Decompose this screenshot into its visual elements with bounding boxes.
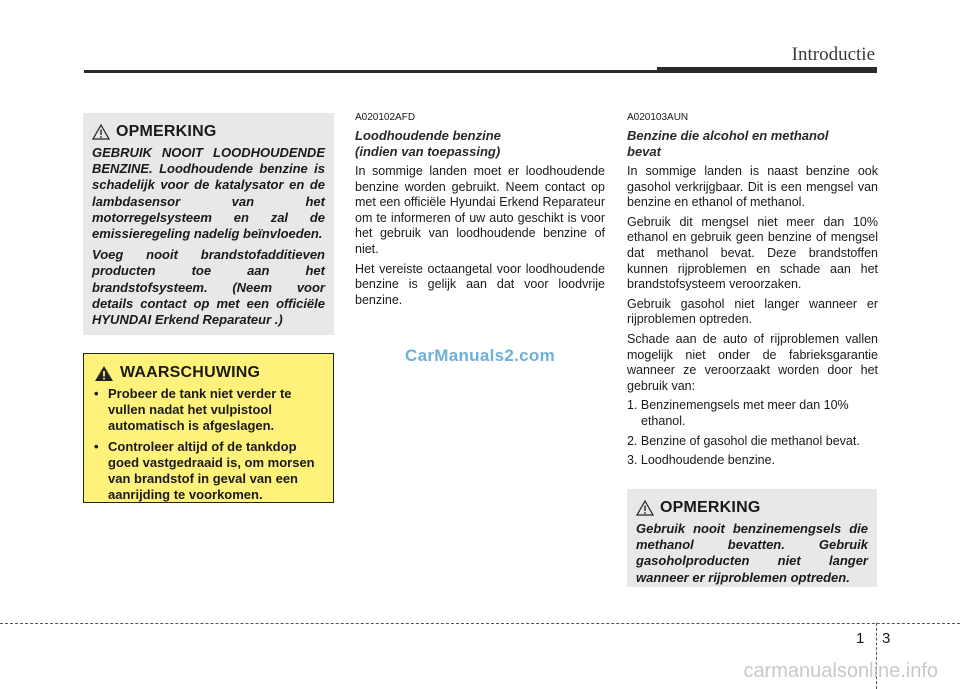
watermark-text: CarManuals2.com	[405, 346, 555, 365]
page-header-title: Introductie	[791, 44, 875, 65]
section-heading	[627, 128, 878, 160]
warning-item: • Controleer altijd of de tankdop goed vastgedraaid is, om morsen van brandstof in geval van een aanrijding te voorkomen.	[94, 439, 323, 504]
body-paragraph: Gebruik dit mengsel niet meer dan 10% ethanol en gebruik geen benzine of mengsel dat methanol bevat. Deze brandstoffen kunnen rijproblemen en schade aan het brandstofsysteem veroorzaken.	[627, 214, 878, 292]
caution-outline-icon	[636, 500, 654, 516]
note-box-header	[636, 499, 868, 517]
section-heading-line1: Benzine die alcohol en methanol	[627, 128, 829, 143]
page-number: 3	[882, 630, 891, 647]
right-column	[627, 112, 878, 473]
warning-filled-icon	[94, 365, 114, 382]
header-rule-accent	[657, 67, 877, 72]
note-box-left	[83, 113, 334, 335]
footer-site-watermark: carmanualsonline.info	[743, 660, 938, 682]
warning-box-title: WAARSCHUWING	[120, 364, 261, 381]
list-item: 3. Loodhoudende benzine.	[627, 453, 776, 468]
note-box-right	[627, 489, 877, 587]
footer-rule	[0, 623, 960, 624]
list-item: 1. Benzinemengsels met meer dan 10% ethanol.	[627, 398, 849, 428]
warning-box	[83, 353, 334, 503]
note-box-title: OPMERKING	[660, 499, 761, 516]
section-heading-line2: (indien van toepassing)	[355, 144, 501, 159]
note-box-title: OPMERKING	[116, 123, 217, 140]
list-item: 2. Benzine of gasohol die methanol bevat.	[627, 433, 860, 448]
body-paragraph: Het vereiste octaangetal voor loodhoudende benzine is gelijk aan dat voor loodvrije benzine.	[355, 261, 605, 307]
warning-item: • Probeer de tank niet verder te vullen nadat het vulpistool automatisch is afgeslagen.	[94, 386, 323, 435]
section-code: A020103AUN	[627, 112, 689, 123]
body-paragraph: In sommige landen is naast benzine ook gasohol verkrijgbaar. Dit is een mengsel van benzine en ethanol of methanol.	[627, 164, 878, 210]
body-paragraph: Schade aan de auto of rijproblemen vallen mogelijk niet onder de fabrieksgarantie wanneer ze veroorzaakt worden door het gebruik van:	[627, 331, 878, 393]
note-box-header	[92, 123, 325, 141]
section-heading	[355, 128, 605, 160]
note-paragraph: GEBRUIK NOOIT LOODHOUDENDE BENZINE. Loodhoudende benzine is schadelijk voor de katalysator en de lambdasensor van het motorregelsysteem en zal de emissieregeling nadelig beïnvloeden.	[92, 145, 325, 242]
body-paragraph: Gebruik gasohol niet langer wanneer er rijproblemen optreden.	[627, 296, 878, 327]
middle-column	[355, 112, 605, 312]
section-heading-line1: Loodhoudende benzine	[355, 128, 501, 143]
note-paragraph: Voeg nooit brandstofadditieven producten toe aan het brandstofsysteem. (Neem voor details contact op met een officiële HYUNDAI Erkend Reparateur .)	[92, 247, 325, 328]
section-heading-line2: bevat	[627, 144, 661, 159]
chapter-number: 1	[856, 630, 865, 647]
body-paragraph: In sommige landen moet er loodhoudende benzine worden gebruikt. Neem contact op met een officiële Hyundai Erkend Reparateur om te informeren of uw auto geschikt is voor het gebruik van loodhoudende benzine of niet.	[355, 164, 605, 256]
section-code: A020102AFD	[355, 112, 416, 123]
note-paragraph: Gebruik nooit benzinemengsels die methanol bevatten. Gebruik gasoholproducten niet langer wanneer er rijproblemen optreden.	[636, 521, 868, 585]
warning-list	[94, 386, 323, 503]
warning-box-header	[94, 364, 323, 382]
caution-outline-icon	[92, 124, 110, 140]
